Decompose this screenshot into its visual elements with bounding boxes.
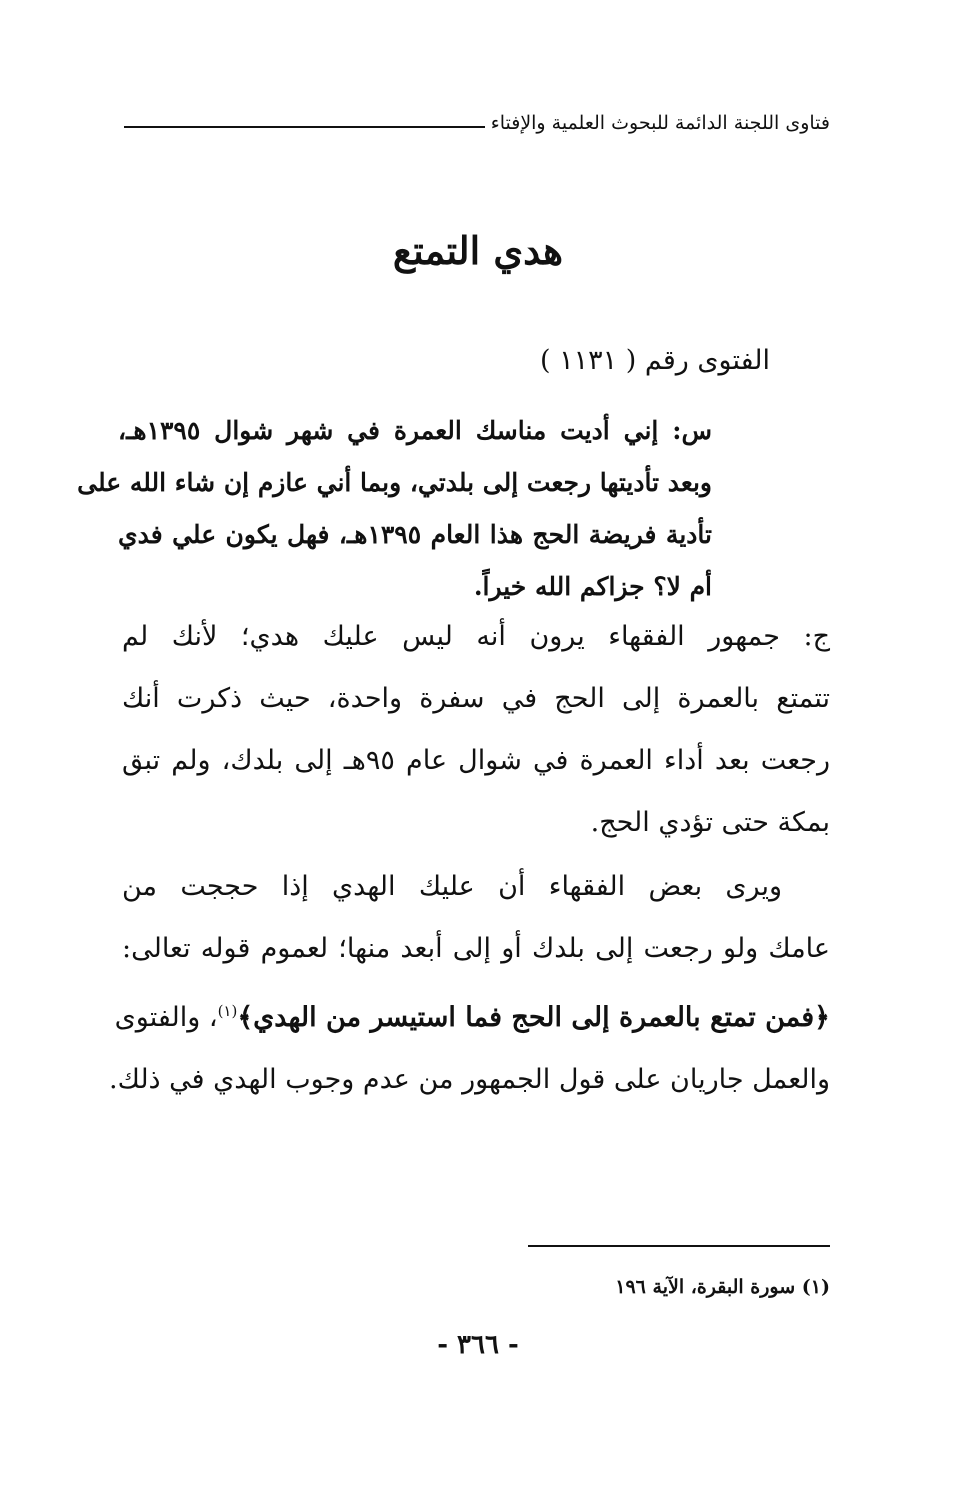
question-line: تأدية فريضة الحج هذا العام ١٣٩٥هـ، فهل يكون علي فدي [118, 520, 712, 549]
answer-line: ج: جمهور الفقهاء يرون أنه ليس عليك هدي؛ لأنك لم [122, 621, 830, 652]
page-number: - ٣٦٦ - [437, 1330, 519, 1360]
header-rule [124, 126, 485, 128]
paragraph-line-quran [114, 980, 830, 1049]
answer-block [122, 606, 830, 854]
question-line: وبعد تأديتها رجعت إلى بلدتي، وبما أني عازم إن شاء الله على [77, 468, 712, 497]
question-block [77, 405, 712, 613]
quran-verse: ﴿فمن تمتع بالعمرة إلى الحج فما استيسر من الهدي﴾ [237, 1002, 830, 1033]
footnote-reference: (١) [217, 1002, 238, 1020]
second-paragraph [108, 856, 830, 1111]
paragraph-text: ، والفتوى [114, 1002, 218, 1033]
paragraph-line: والعمل جاريان على قول الجمهور من عدم وجوب الهدي في ذلك. [108, 1064, 830, 1095]
answer-line: رجعت بعد أداء العمرة في شوال عام ٩٥هـ إلى بلدك، ولم تبق [122, 745, 830, 776]
paragraph-line: ويرى بعض الفقهاء أن عليك الهدي إذا حججت من [122, 871, 782, 902]
paragraph-line: عامك ولو رجعت إلى بلدك أو إلى أبعد منها؛ لعموم قوله تعالى: [122, 933, 830, 964]
page-title: هدي التمتع [392, 228, 564, 273]
running-header [124, 112, 830, 134]
question-line: س: إني أديت مناسك العمرة في شهر شوال ١٣٩٥هـ، [118, 416, 712, 445]
question-line: أم لا؟ جزاكم الله خيراً. [473, 572, 712, 601]
fatwa-number: الفتوى رقم ( ١١٣١ ) [540, 345, 770, 376]
answer-line: تتمتع بالعمرة إلى الحج في سفرة واحدة، حيث ذكرت أنك [122, 683, 830, 714]
footnote-divider [528, 1245, 830, 1247]
answer-line: بمكة حتى تؤدي الحج. [590, 807, 830, 838]
footnote: (١) سورة البقرة، الآية ١٩٦ [615, 1276, 830, 1298]
running-title: فتاوى اللجنة الدائمة للبحوث العلمية والإفتاء [490, 112, 830, 134]
